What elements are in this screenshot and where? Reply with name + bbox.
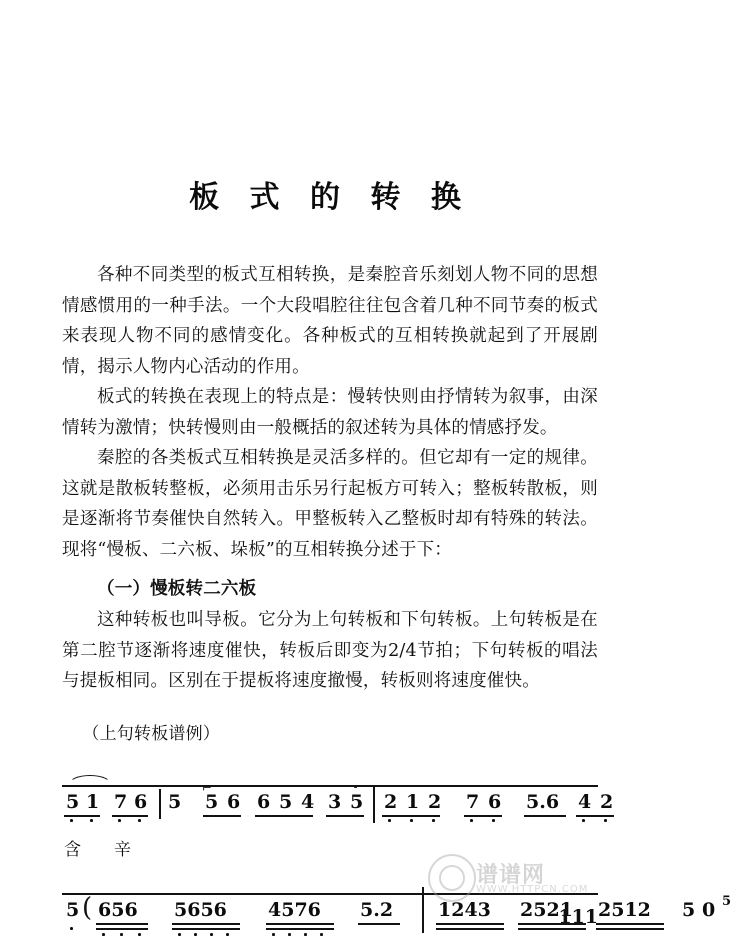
- rhythm-dot: [492, 819, 495, 822]
- note-head: 3: [328, 791, 342, 813]
- note-head: 7: [466, 791, 480, 813]
- parenthesis: (: [82, 893, 93, 923]
- section-paragraph: 这种转板也叫导板。它分为上句转板和下句转板。上句转板是在第二腔节逐渐将速度催快，转板后即变为2/4节拍；下句转板的唱法与提板相同。区别在于提板将速度撤慢，转板则将速度催快。: [62, 610, 598, 691]
- rhythm-dot: [410, 819, 413, 822]
- section-heading: （一）慢板转二六板: [97, 579, 257, 599]
- rhythm-dot: [388, 819, 391, 822]
- rhythm-dot: [582, 819, 585, 822]
- note-head: 5.2: [360, 899, 394, 921]
- note-head: 5: [279, 791, 293, 813]
- note-head: 1: [86, 791, 100, 813]
- rhythm-dot: [604, 819, 607, 822]
- beam-line: [255, 815, 313, 817]
- score-row-2-continued: [62, 875, 731, 937]
- note-head: 5: [682, 899, 696, 921]
- note-head: 5656: [174, 899, 227, 921]
- rhythm-dot: [90, 819, 93, 822]
- note-head: 2: [384, 791, 398, 813]
- barline: [373, 785, 375, 823]
- beam-line: [112, 815, 148, 817]
- note-head: 6: [227, 791, 241, 813]
- beam-line: [64, 815, 100, 817]
- beam-line: [576, 815, 614, 817]
- beam-line: [464, 815, 502, 817]
- beam-line: [382, 815, 440, 817]
- note-head: 1: [406, 791, 420, 813]
- note-head: 656: [98, 899, 138, 921]
- page-title: 板 式 的 转 换: [189, 180, 471, 215]
- beam-line: [596, 928, 664, 930]
- paragraph-1: 各种不同类型的板式互相转换，是秦腔音乐刻划人物不同的思想情感惯用的一种手法。一个大段唱腔往往包含着几种不同节奏的板式来表现人物不同的感情变化。各种板式的互相转换就起到了开展剧情，揭示人物内心活动的作用。: [62, 265, 598, 377]
- rhythm-dot: [70, 819, 73, 822]
- lyric-row: [62, 835, 598, 865]
- rhythm-dot: [138, 819, 141, 822]
- rhythm-dot: [432, 819, 435, 822]
- rhythm-dot: [354, 785, 357, 788]
- note-head: 5: [350, 791, 364, 813]
- note-head: 4576: [268, 899, 321, 921]
- note-head: 7: [114, 791, 128, 813]
- rhythm-dot: [470, 819, 473, 822]
- lyric-text: 辛: [114, 840, 131, 860]
- note-head: 2: [600, 791, 614, 813]
- note-head: 5: [66, 899, 80, 921]
- note-head: 5: [168, 791, 182, 813]
- beam-line: [326, 815, 364, 817]
- paragraph-3: 秦腔的各类板式互相转换是灵活多样的。但它却有一定的规律。这就是散板转整板，必须用击乐另行起板方可转入；整板转散板，则是逐渐将节奏催快自然转入。甲整板转入乙整板时却有特殊的转法。现将“慢板、二六板、垛板”的互相转换分述于下：: [62, 448, 598, 560]
- note-head: 6: [257, 791, 271, 813]
- lyric-text: 含: [64, 840, 81, 860]
- note-head: 6: [488, 791, 502, 813]
- watermark-url: WWW.HTTPCN.COM: [476, 884, 589, 895]
- beam-line: [524, 815, 566, 817]
- note-head: 4: [301, 791, 315, 813]
- note-head: 5: [205, 791, 219, 813]
- note-head: 5.6: [526, 791, 560, 813]
- note-head: 4: [578, 791, 592, 813]
- note-head: 0: [702, 899, 716, 921]
- note-head: 5: [722, 894, 731, 909]
- score-caption: （上句转板谱例）: [82, 723, 220, 744]
- note-head: 5: [66, 791, 80, 813]
- paragraph-2: 板式的转换在表现上的特点是：慢转快则由抒情转为叙事，由深情转为激情；快转慢则由一般概括的叙述转为具体的情感抒发。: [62, 387, 598, 438]
- score-row-1: [62, 767, 614, 829]
- beam-line: [203, 815, 241, 817]
- note-head: 2512: [598, 899, 651, 921]
- rhythm-dot: [118, 819, 121, 822]
- note-head: 2: [428, 791, 442, 813]
- page-number: 111: [558, 906, 598, 928]
- staff-line: [62, 785, 598, 787]
- barline: [159, 789, 161, 819]
- watermark-text: 谱谱网: [476, 863, 546, 888]
- note-head: 6: [134, 791, 148, 813]
- body-text: [62, 260, 598, 749]
- note-head: 2521: [520, 899, 573, 921]
- beam-line: [596, 923, 664, 925]
- note-head: 1243: [438, 899, 491, 921]
- grace-note: ⌐: [202, 781, 213, 795]
- music-score: [62, 767, 731, 937]
- slur-mark: [68, 775, 112, 785]
